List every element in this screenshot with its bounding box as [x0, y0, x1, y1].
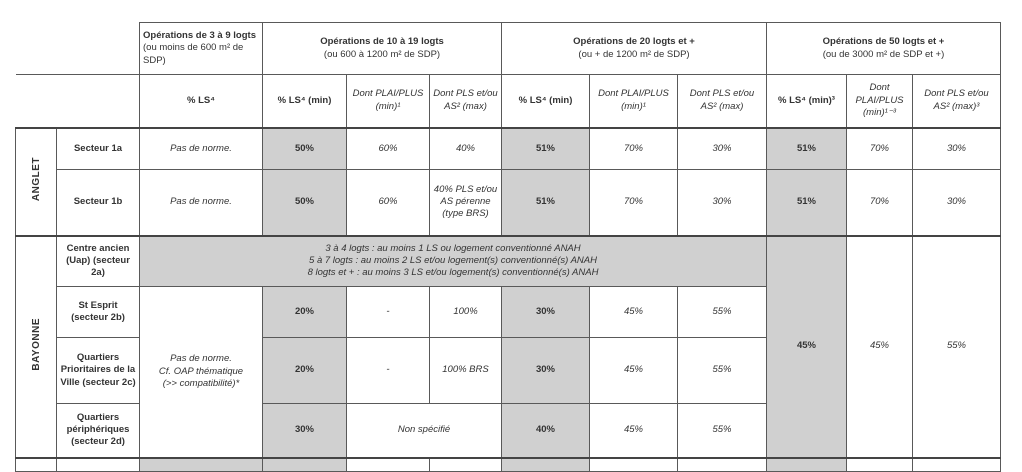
- table-cell: 30%: [913, 128, 1001, 170]
- centre-ancien-note: 3 à 4 logts : au moins 1 LS ou logement conventionné ANAH 5 à 7 logts : au moins 2 LS et/ou logement(s) conventionné(s) ANAH 8 logts et + : au moins 3 LS et/ou logement(s) conventionné(s) ANAH: [140, 236, 767, 287]
- city-label-anglet: ANGLET: [16, 128, 57, 236]
- table-cell: 55%: [678, 287, 767, 338]
- table-cell: 100% BRS: [430, 338, 502, 404]
- table-cell: -: [347, 338, 430, 404]
- table-cell: 50%: [263, 128, 347, 170]
- table-cell: 30%: [502, 338, 590, 404]
- table-cell: 40% PLS et/ou AS pérenne (type BRS): [430, 170, 502, 236]
- table-cell: 40%: [430, 128, 502, 170]
- table-cell: 51%: [502, 128, 590, 170]
- table-row: [16, 236, 1001, 287]
- sector-name: Quartiers périphériques (secteur 2d): [57, 404, 140, 458]
- table-cell: 70%: [847, 170, 913, 236]
- table-cell: 30%: [678, 128, 767, 170]
- table-cell: 55%: [678, 404, 767, 458]
- table-cell: 55%: [678, 338, 767, 404]
- table-cell: Pas de norme.: [140, 128, 263, 170]
- table-cell: 20%: [263, 287, 347, 338]
- corner-blank: [16, 23, 140, 75]
- table-cell: 50%: [263, 170, 347, 236]
- table-cell: 30%: [913, 170, 1001, 236]
- sub-header-ls-min: % LS⁴ (min): [263, 75, 347, 128]
- sub-header-pls: Dont PLS et/ou AS² (max)³: [913, 75, 1001, 128]
- table-cell: 51%: [767, 128, 847, 170]
- table-cell: 51%: [502, 170, 590, 236]
- table-cell: Pas de norme.: [140, 170, 263, 236]
- table-cell: Pas de norme. Cf. OAP thématique (>> compatibilité)*: [140, 287, 263, 458]
- sub-header-ls-min: % LS⁴ (min): [502, 75, 590, 128]
- group-header-10-19: Opérations de 10 à 19 logts (ou 600 à 1200 m² de SDP): [263, 23, 502, 75]
- table-cell: 30%: [263, 404, 347, 458]
- table-cell: 70%: [590, 170, 678, 236]
- table-cell: 45%: [590, 287, 678, 338]
- table-cell: 40%: [502, 404, 590, 458]
- table-row-partial: [16, 458, 1001, 472]
- table-cell: 30%: [502, 287, 590, 338]
- sub-header-plai: Dont PLAI/PLUS (min)¹: [347, 75, 430, 128]
- group-header-3-9: Opérations de 3 à 9 logts (ou moins de 600 m² de SDP): [140, 23, 263, 75]
- table-cell: 70%: [847, 128, 913, 170]
- city-label-bayonne: BAYONNE: [16, 236, 57, 458]
- sector-name: Quartiers Prioritaires de la Ville (secteur 2c): [57, 338, 140, 404]
- table-cell: 60%: [347, 128, 430, 170]
- sub-header-ls: % LS⁴: [140, 75, 263, 128]
- table-cell: 45%: [847, 236, 913, 458]
- sector-name: Secteur 1b: [57, 170, 140, 236]
- table-row: [16, 170, 1001, 236]
- sub-header-plai: Dont PLAI/PLUS (min)¹: [590, 75, 678, 128]
- corner-blank-2: [16, 75, 140, 128]
- sector-name: Centre ancien (Uap) (secteur 2a): [57, 236, 140, 287]
- sub-header-pls: Dont PLS et/ou AS² (max): [678, 75, 767, 128]
- table-cell: 45%: [590, 404, 678, 458]
- group-header-row: [16, 23, 1001, 75]
- table-cell: 55%: [913, 236, 1001, 458]
- table-cell: Non spécifié: [347, 404, 502, 458]
- sector-name: St Esprit (secteur 2b): [57, 287, 140, 338]
- table-cell: 60%: [347, 170, 430, 236]
- sector-name: Secteur 1a: [57, 128, 140, 170]
- social-housing-table: [15, 22, 1001, 472]
- sub-header-pls: Dont PLS et/ou AS² (max): [430, 75, 502, 128]
- table-cell: 20%: [263, 338, 347, 404]
- sub-header-ls-min: % LS⁴ (min)³: [767, 75, 847, 128]
- table-row: [16, 128, 1001, 170]
- table-cell: 30%: [678, 170, 767, 236]
- table-cell: 100%: [430, 287, 502, 338]
- table-cell: 70%: [590, 128, 678, 170]
- table-cell: 45%: [590, 338, 678, 404]
- table-cell: 45%: [767, 236, 847, 458]
- group-header-50-plus: Opérations de 50 logts et + (ou de 3000 m² de SDP et +): [767, 23, 1001, 75]
- sub-header-row: [16, 75, 1001, 128]
- group-header-20-plus: Opérations de 20 logts et + (ou + de 1200 m² de SDP): [502, 23, 767, 75]
- table-cell: 51%: [767, 170, 847, 236]
- sub-header-plai: Dont PLAI/PLUS (min)¹⁻³: [847, 75, 913, 128]
- table-cell: -: [347, 287, 430, 338]
